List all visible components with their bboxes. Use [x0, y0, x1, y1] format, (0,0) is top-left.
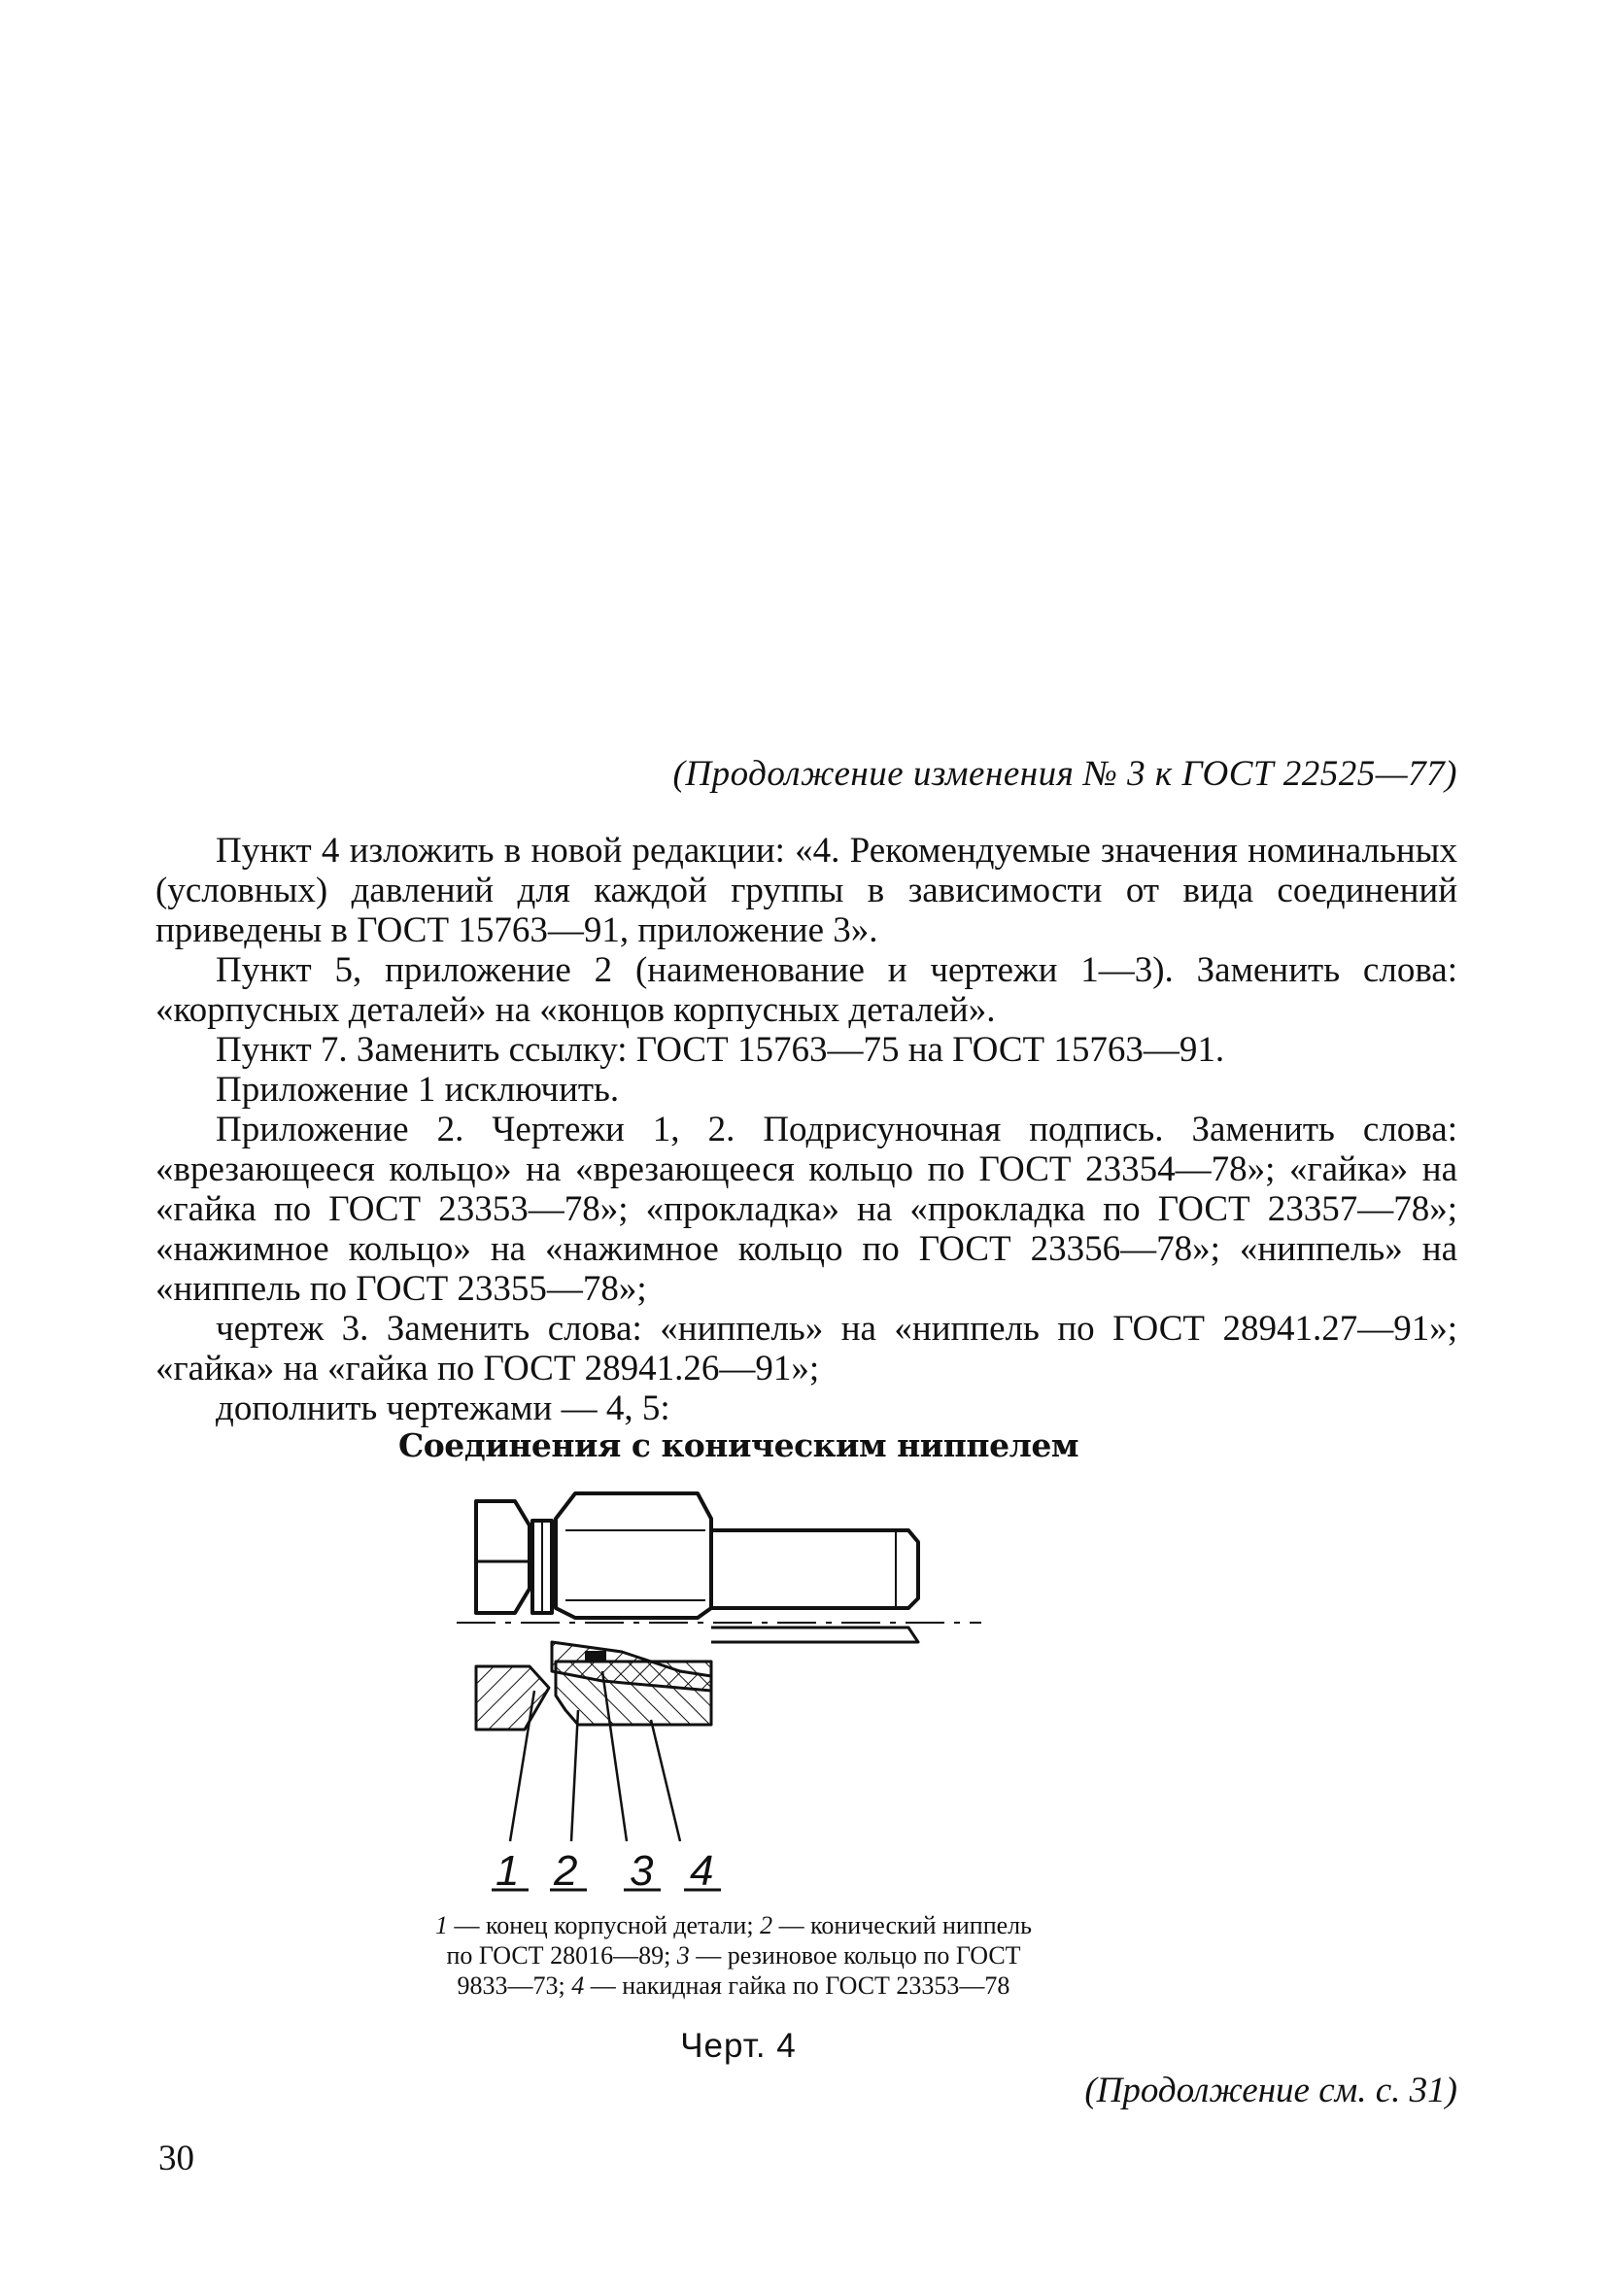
figure-label: Черт. 4 [680, 2027, 797, 2065]
running-header: (Продолжение изменения № 3 к ГОСТ 22525—77) [672, 754, 1457, 794]
callout-1: 1 [496, 1847, 520, 1895]
nipple-collar [532, 1521, 552, 1613]
page-number: 30 [158, 2139, 194, 2178]
caption-num-2: 2 [760, 1911, 773, 1939]
paragraph-3: Пункт 7. Заменить ссылку: ГОСТ 15763—75 на ГОСТ 15763—91. [216, 1030, 1225, 1070]
caption-text-2: — конический ниппель по ГОСТ 28016—89; [446, 1911, 1033, 1970]
caption-num-3: 3 [676, 1941, 690, 1970]
figure-caption [427, 1910, 1040, 2001]
paragraph-4: Приложение 1 исключить. [216, 1070, 620, 1110]
body-end-part [476, 1501, 549, 1730]
paragraph-6: чертеж 3. Заменить слова: «ниппель» на «ниппель по ГОСТ 28941.27—91»; «гайка» на «гайка по ГОСТ 28941.26—91»; [155, 1309, 1457, 1388]
caption-text-3: — резиновое кольцо по ГОСТ 9833—73; [457, 1941, 1021, 2000]
continued-note: (Продолжение см. с. 31) [1084, 2071, 1457, 2110]
caption-text-4: — накидная гайка по ГОСТ 23353—78 [584, 1971, 1010, 2000]
conical-nipple-drawing [457, 1472, 1001, 1900]
callout-4: 4 [690, 1847, 714, 1895]
paragraph-2: Пункт 5, приложение 2 (наименование и чертежи 1—3). Заменить слова: «корпусных деталей» на «концов корпусных деталей». [155, 950, 1457, 1030]
figure-title: Соединения с коническим ниппелем [397, 1426, 1078, 1464]
callout-3: 3 [630, 1847, 654, 1895]
caption-num-1: 1 [434, 1911, 448, 1939]
paragraph-1: Пункт 4 изложить в новой редакции: «4. Рекомендуемые значения номинальных (условных) давлений для каждой группы в зависимости от вида соединений приведены в ГОСТ 15763—91, приложение 3». [155, 831, 1457, 950]
callout-2: 2 [554, 1847, 578, 1895]
pipe [711, 1530, 918, 1642]
paragraph-7: дополнить чертежами — 4, 5: [216, 1388, 670, 1428]
body-text [155, 831, 1457, 1428]
paragraph-5: Приложение 2. Чертежи 1, 2. Подрисуночная подпись. Заменить слова: «врезающееся кольцо» на «врезающееся кольцо по ГОСТ 23354—78»; «гайка» на «гайка по ГОСТ 23353—78»; «прокладка» на «прокладка по ГОСТ 23357—78»; «нажимное кольцо» на «нажимное кольцо по ГОСТ 23356—78»; «ниппель» на «ниппель по ГОСТ 23355—78»; [155, 1110, 1457, 1309]
caption-num-4: 4 [571, 1971, 585, 2000]
caption-text-1: — конец корпусной детали; [447, 1911, 761, 1939]
